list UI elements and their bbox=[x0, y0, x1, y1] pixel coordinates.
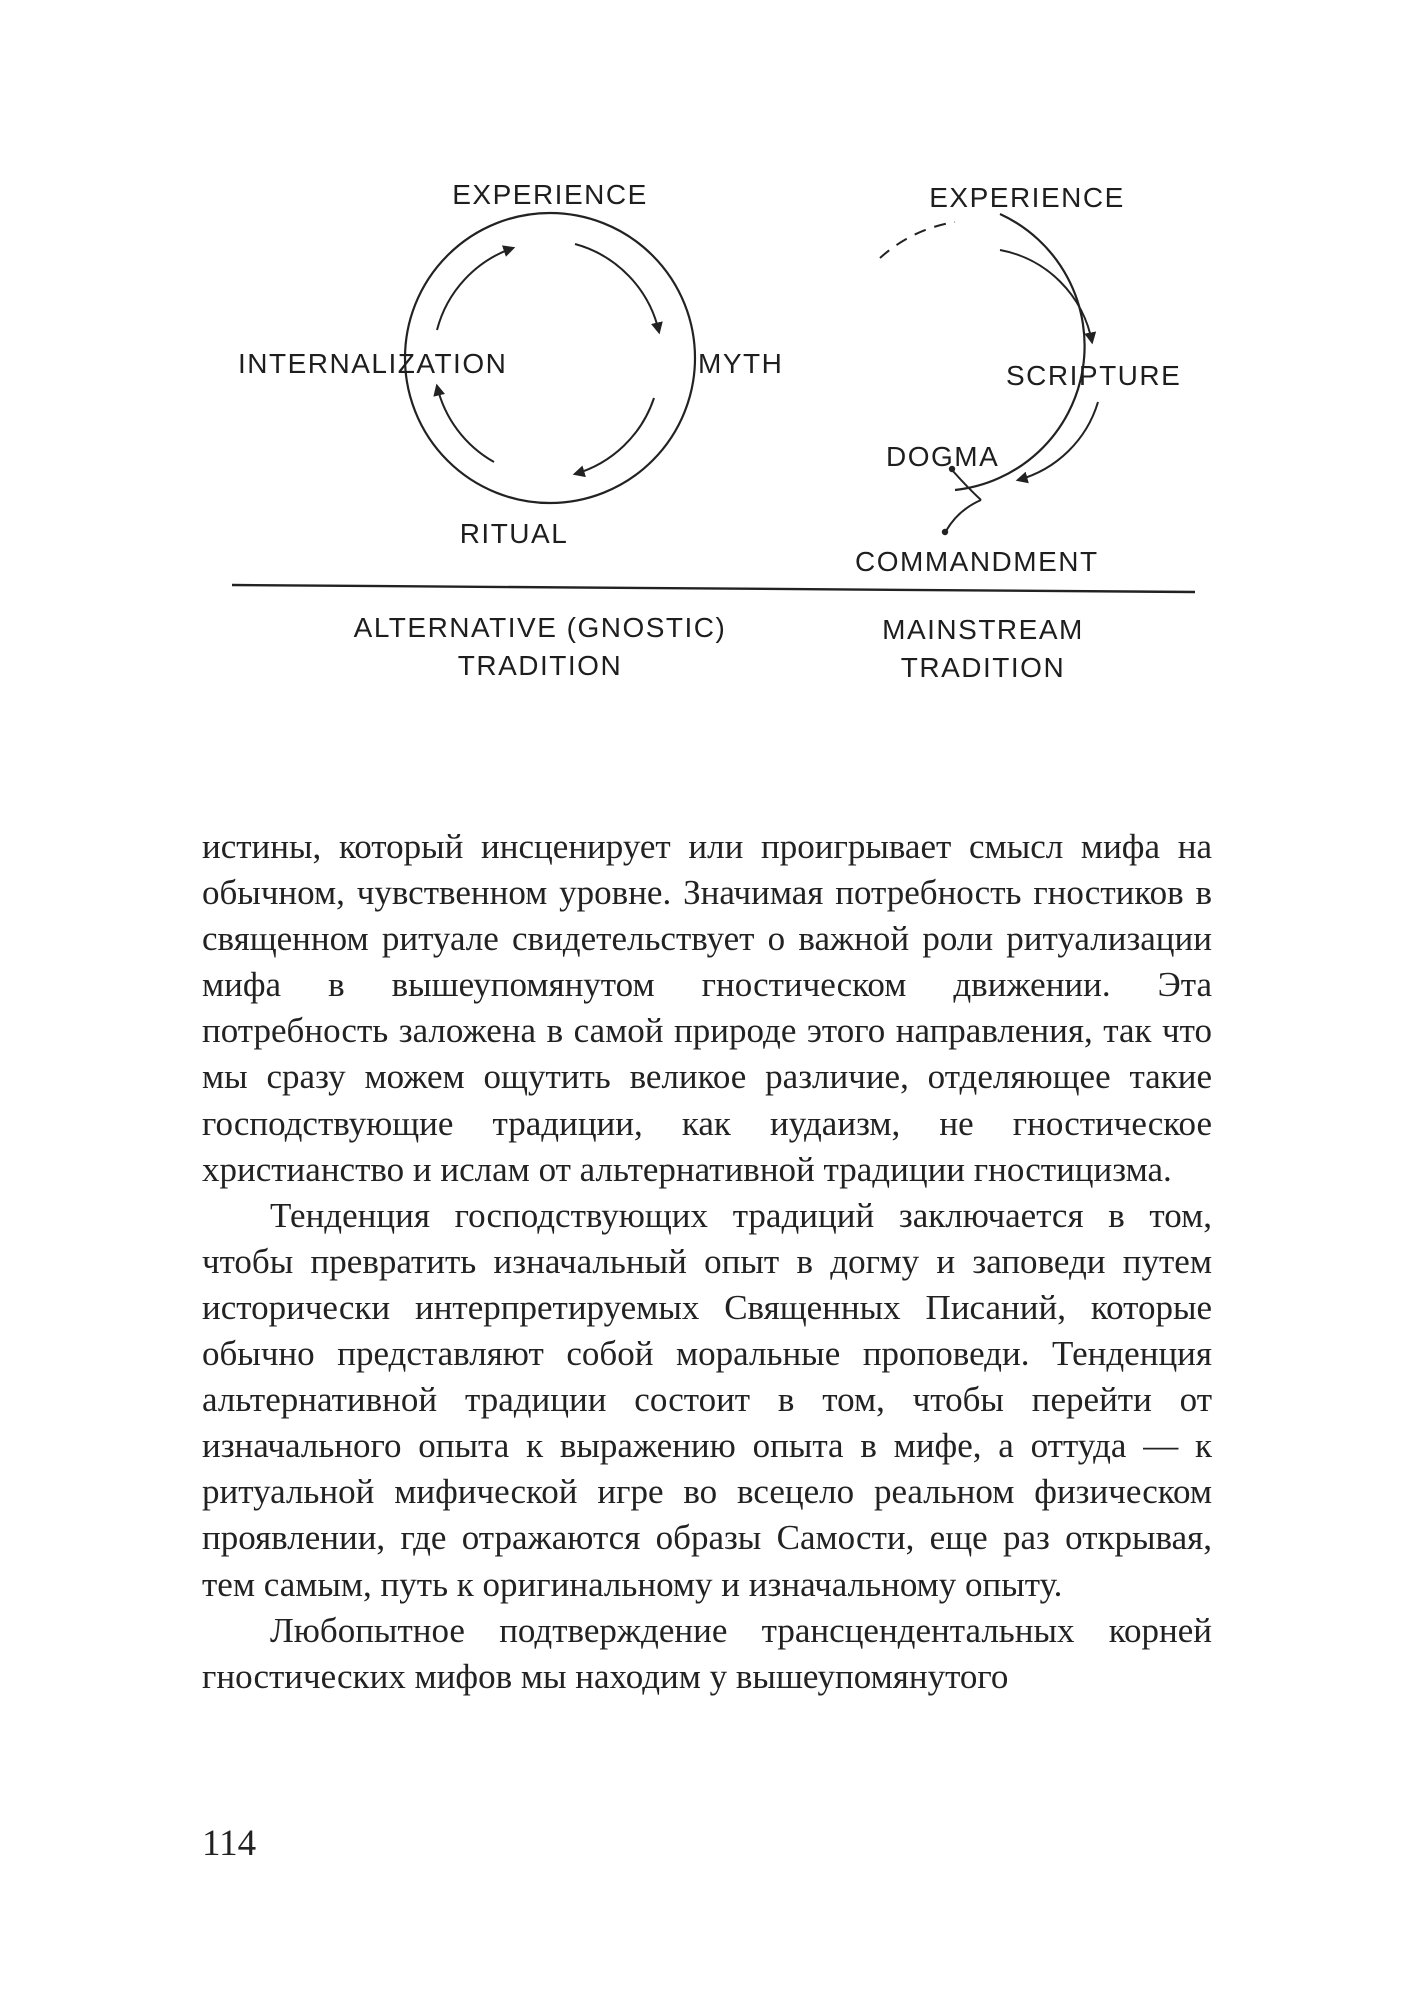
caption-alternative-line1: ALTERNATIVE (GNOSTIC) bbox=[353, 612, 727, 643]
tradition-diagram bbox=[0, 0, 1410, 720]
paragraph: Любопытное подтверждение трансцендентальных корней гностических мифов мы находим у вышеупомянутого bbox=[202, 1610, 1212, 1696]
label-ritual: RITUAL bbox=[459, 518, 569, 549]
gnostic-cycle bbox=[238, 179, 783, 549]
mainstream-cycle bbox=[855, 182, 1181, 577]
label-scripture: SCRIPTURE bbox=[1006, 360, 1182, 391]
arrow-experience-to-scripture bbox=[1000, 250, 1092, 342]
label-experience-right: EXPERIENCE bbox=[929, 182, 1125, 213]
body-text bbox=[202, 824, 1212, 1700]
dashed-open-arc bbox=[880, 222, 955, 258]
label-dogma: DOGMA bbox=[886, 441, 1000, 472]
label-commandment: COMMANDMENT bbox=[855, 546, 1099, 577]
arrow-myth-to-ritual bbox=[575, 398, 654, 474]
label-experience-left: EXPERIENCE bbox=[452, 179, 648, 210]
page-number: 114 bbox=[202, 1823, 257, 1864]
caption-alternative-line2: TRADITION bbox=[457, 650, 623, 681]
label-myth: MYTH bbox=[698, 348, 784, 379]
label-internalization: INTERNALIZATION bbox=[238, 348, 508, 379]
arrow-internalization-to-experience bbox=[437, 248, 513, 330]
caption-mainstream-line1: MAINSTREAM bbox=[882, 614, 1084, 645]
diagram-divider bbox=[232, 585, 1195, 592]
fork-to-commandment bbox=[946, 500, 981, 531]
fork-dot-commandment bbox=[942, 529, 948, 535]
paragraph: истины, который инсценирует или проигрывает смысл мифа на обычном, чувственном уровне. Значимая потребность гностиков в священном ритуале свидетельствует о важной роли ритуализации мифа в вышеупомянутом гностическом движении. Эта потребность заложена в самой природе этого направления, так что мы сразу можем ощутить великое различие, отделяющее такие господствующие традиции, как иудаизм, не гностическое христианство и ислам от альтернативной традиции гностицизма. bbox=[202, 827, 1212, 1189]
arrow-ritual-to-internalization bbox=[437, 386, 494, 462]
arrow-scripture-to-dogma bbox=[1018, 402, 1098, 480]
arrow-experience-to-myth bbox=[575, 244, 659, 332]
paragraph: Тенденция господствующих традиций заключается в том, чтобы превратить изначальный опыт в догму и заповеди путем исторически интерпретируемых Священных Писаний, которые обычно представляют собой моральные проповеди. Тенденция альтернативной традиции состоит в том, чтобы перейти от изначального опыта к выражению опыта в мифе, а оттуда — к ритуальной мифической игре во всецело реальном физическом проявлении, где отражаются образы Самости, еще раз открывая, тем самым, путь к оригинальному и изначальному опыту. bbox=[202, 1195, 1212, 1604]
caption-mainstream-line2: TRADITION bbox=[900, 652, 1066, 683]
